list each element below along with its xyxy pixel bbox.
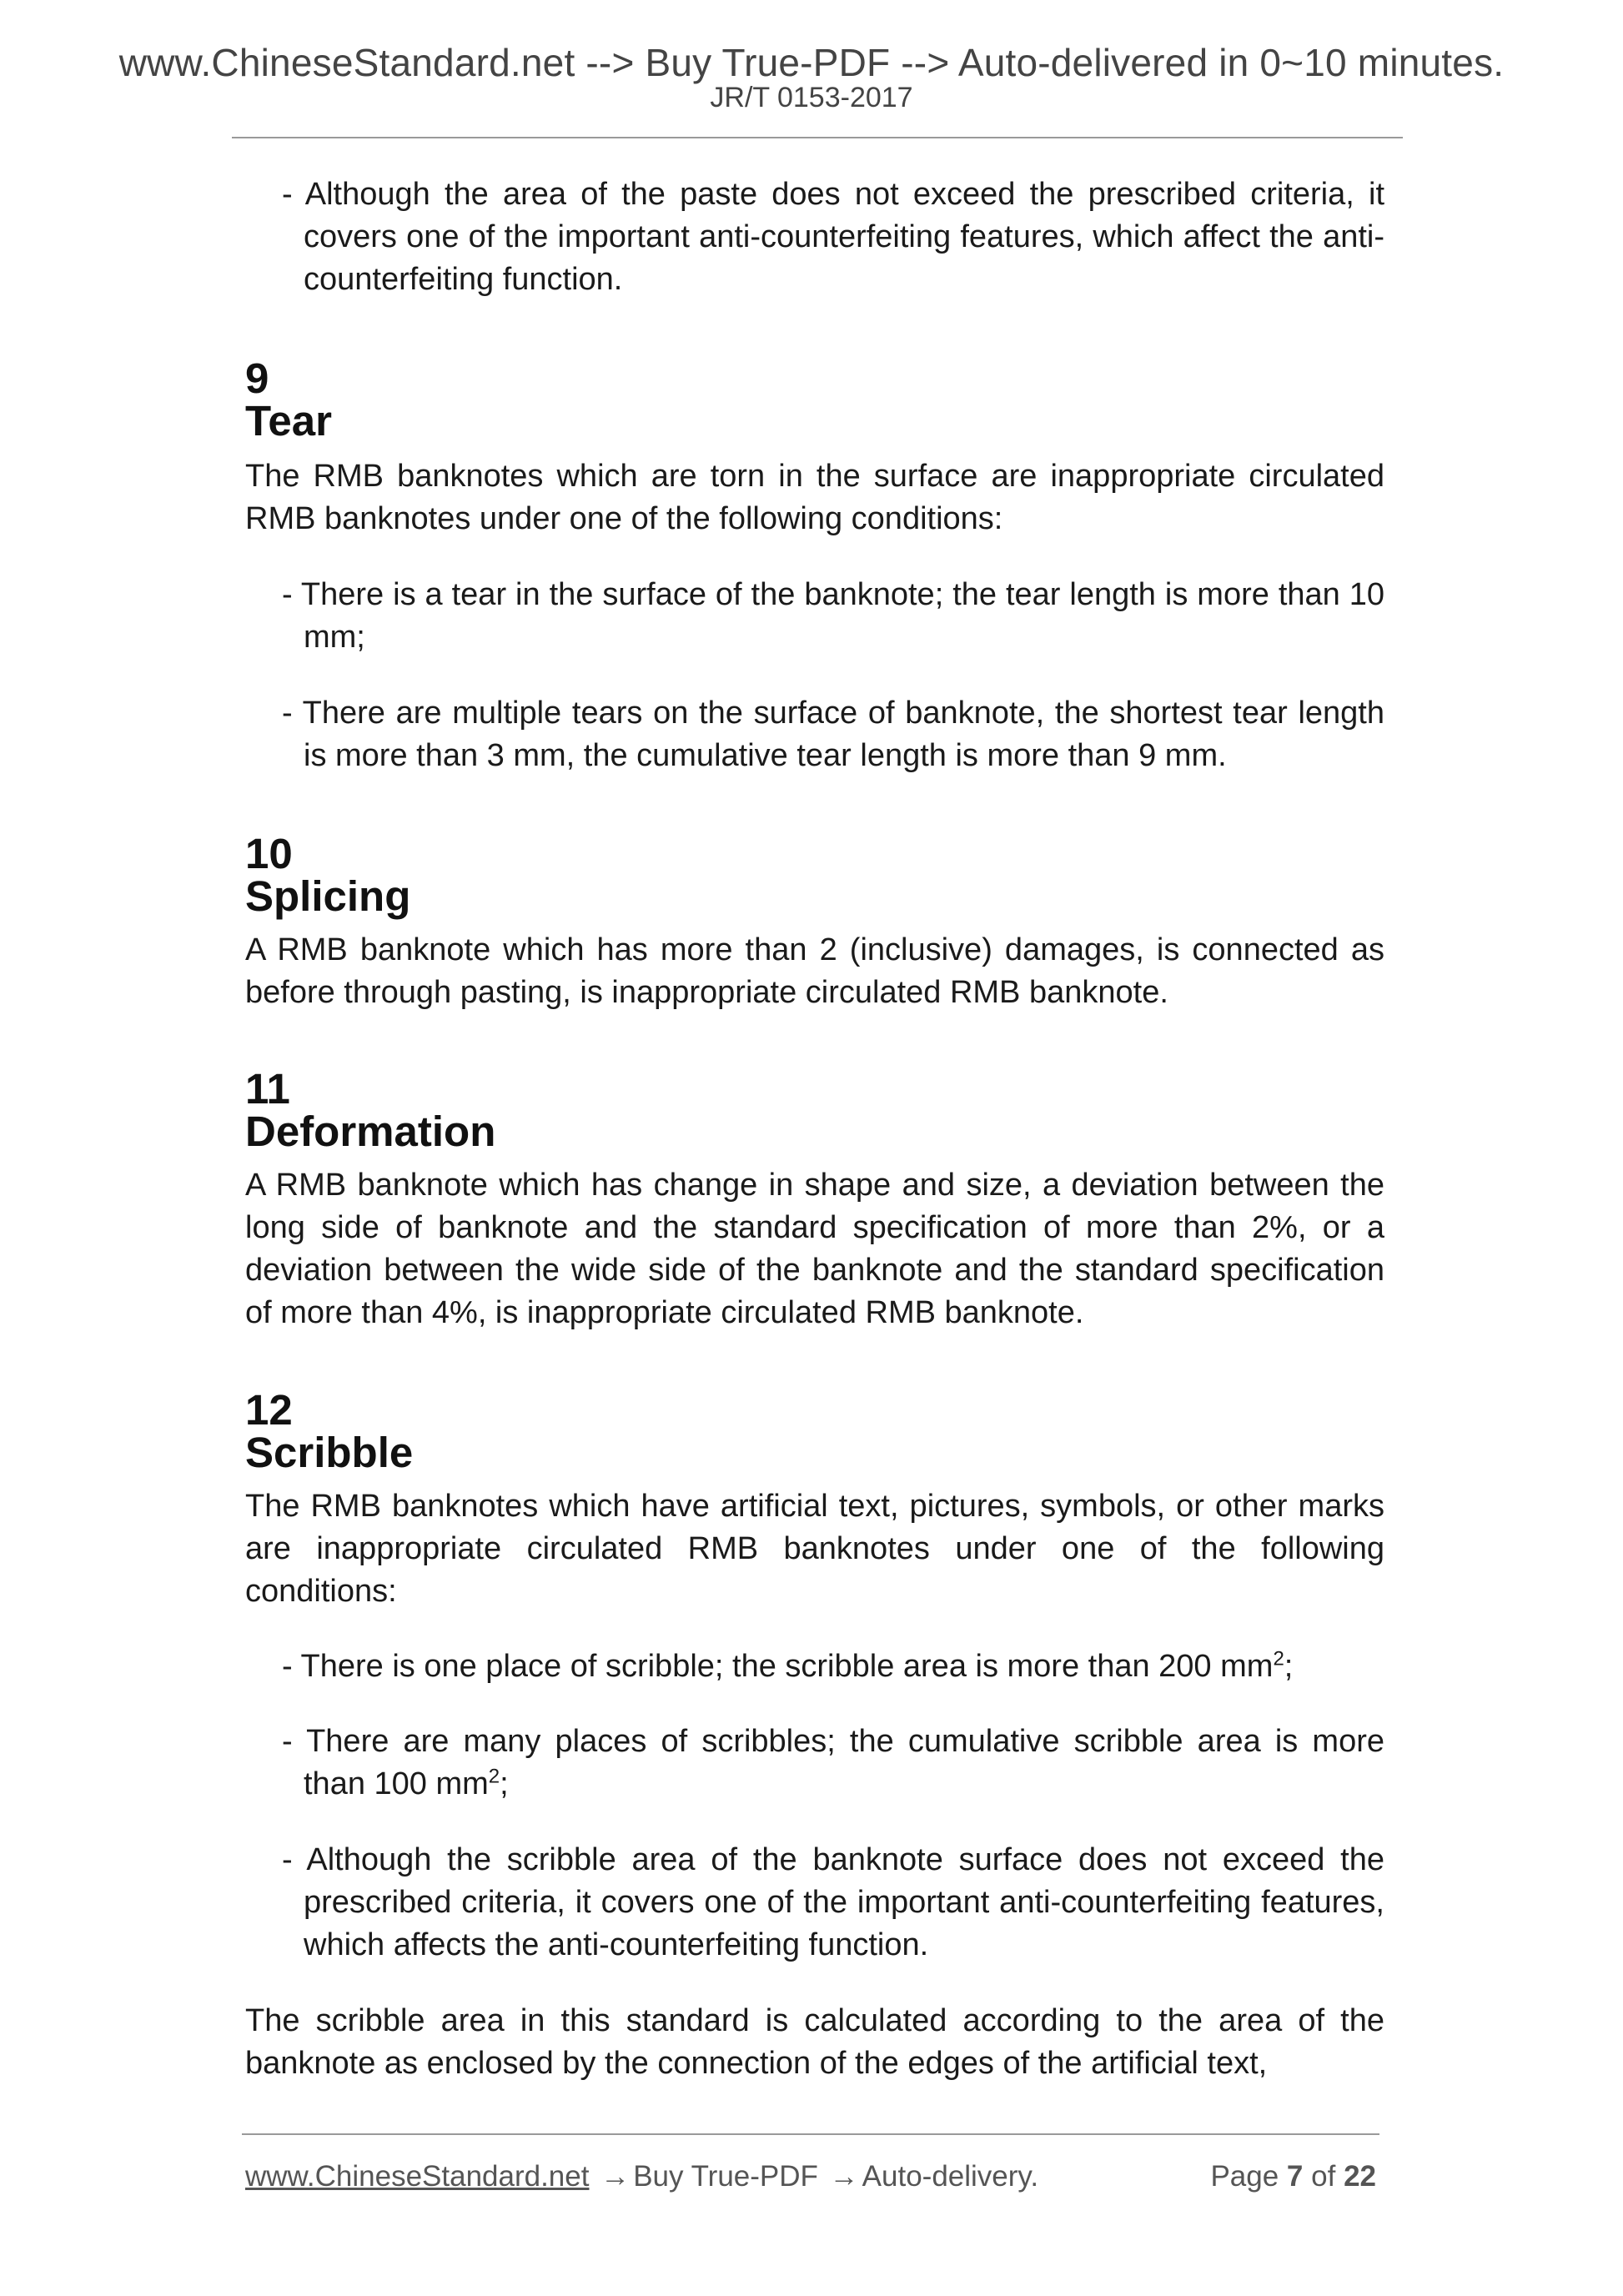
item-end: ; <box>500 1766 509 1801</box>
item-text: - There are many places of scribbles; the cumulative scribble area is more than 100 mm <box>282 1724 1384 1801</box>
page-indicator <box>1210 2158 1376 2195</box>
section-12-note: The scribble area in this standard is calculated according to the area of the banknote as enclosed by the connection of the edges of the artificial text, <box>245 2003 1384 2081</box>
page-footer <box>245 2158 1376 2195</box>
superscript: 2 <box>488 1765 500 1788</box>
section-9-heading: 9 Tear <box>245 354 332 445</box>
list-item-paste-continued: - Although the area of the paste does not exceed the prescribed criteria, it covers one of the important anti-counterfeiting features, which affect the anti-counterfeiting function. <box>282 177 1384 297</box>
header-banner: www.ChineseStandard.net --> Buy True-PDF --> Auto-delivered in 0~10 minutes. <box>118 41 1505 84</box>
footer-site-link[interactable]: www.ChineseStandard.net <box>245 2160 590 2193</box>
item-text: - There is one place of scribble; the scribble area is more than 200 mm <box>282 1649 1274 1684</box>
header-divider <box>232 137 1403 138</box>
section-12-item-2 <box>282 1721 1384 1806</box>
page-number: 7 <box>1286 2160 1304 2193</box>
item-end: ; <box>1284 1649 1294 1684</box>
section-11-text: A RMB banknote which has change in shape and size, a deviation between the long side of banknote and the standard specification of more than 2%, or a deviation between the wide side of the banknote and the standard specification of more than 4%, is inappropriate circulated RMB banknote. <box>245 1168 1384 1330</box>
section-10-text: A RMB banknote which has more than 2 (inclusive) damages, is connected as before through pasting, is inappropriate circulated RMB banknote. <box>245 932 1384 1010</box>
section-12-intro: The RMB banknotes which have artificial text, pictures, symbols, or other marks are inappropriate circulated RMB banknotes under one of the following conditions: <box>245 1489 1384 1609</box>
page-label: Page <box>1210 2160 1279 2193</box>
section-9-item-1: - There is a tear in the surface of the banknote; the tear length is more than 10 mm; <box>282 577 1384 655</box>
section-9-item-2: - There are multiple tears on the surface of banknote, the shortest tear length is more than 3 mm, the cumulative tear length is more than 9 mm. <box>282 696 1384 773</box>
superscript: 2 <box>1273 1647 1284 1671</box>
section-10-heading: 10 Splicing <box>245 830 411 920</box>
section-12-item-1 <box>282 1645 1384 1688</box>
section-12-heading: 12 Scribble <box>245 1386 414 1476</box>
total-pages: 22 <box>1344 2160 1376 2193</box>
arrow-right-icon: → <box>829 2160 859 2193</box>
section-9-intro: The RMB banknotes which are torn in the surface are inappropriate circulated RMB banknotes under one of the following conditions: <box>245 459 1384 536</box>
footer-delivery-text: Auto-delivery. <box>862 2160 1039 2193</box>
footer-divider <box>242 2133 1379 2135</box>
of-label: of <box>1311 2160 1336 2193</box>
document-code: JR/T 0153-2017 <box>710 82 913 113</box>
arrow-right-icon: → <box>600 2160 631 2193</box>
section-11-heading: 11 Deformation <box>245 1065 496 1155</box>
section-12-item-3: - Although the scribble area of the banknote surface does not exceed the prescribed criteria, it covers one of the important anti-counterfeiting features, which affects the anti-counterfeiting function. <box>282 1842 1384 1962</box>
footer-buy-text: Buy True-PDF <box>633 2160 818 2193</box>
